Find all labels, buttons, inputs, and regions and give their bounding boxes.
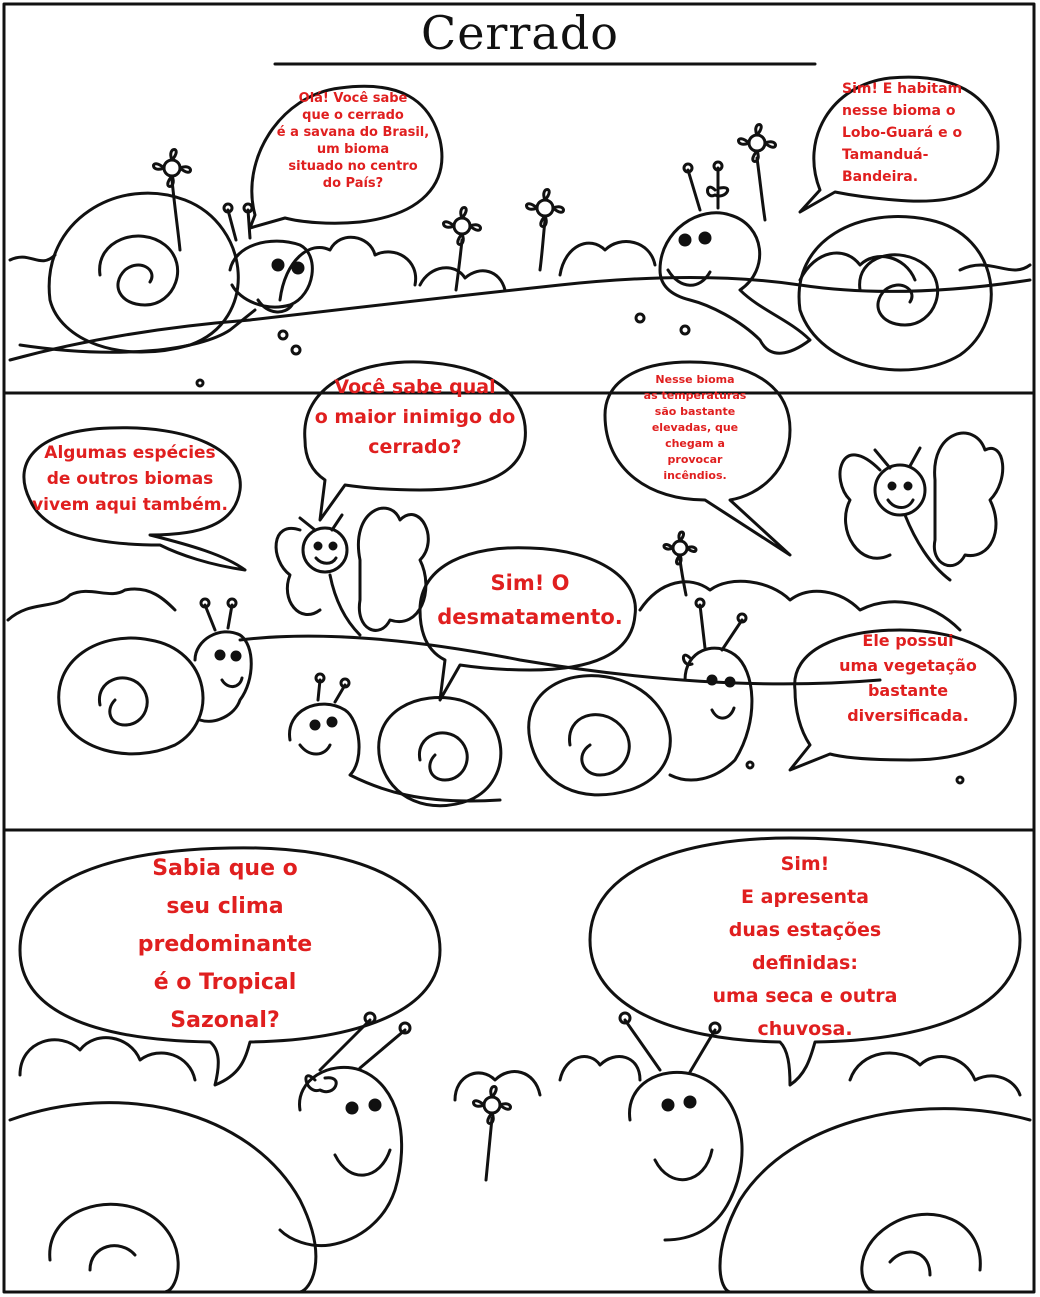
flower-6 xyxy=(474,1087,511,1181)
speech-bubble-other-species: Algumas espécies de outros biomas vivem aqui também. xyxy=(32,443,228,515)
snail-right-panel-1 xyxy=(197,162,991,386)
snail-middle-panel-2 xyxy=(290,674,501,806)
flower-2 xyxy=(444,208,481,291)
speech-bubble-temperatures: Nesse bioma as temperaturas são bastante elevadas, que chegam a provocar incêndios. xyxy=(643,373,747,482)
speech-bubble-climate-question: Sabia que o seu clima predominante é o Tropical Sazonal? xyxy=(137,856,313,1033)
speech-bubble-intro: Olá! Você sabe que o cerrado é a savana do Brasil, um bioma situado no centro do País? xyxy=(276,91,430,191)
snail-right-panel-3 xyxy=(620,1013,1030,1292)
snail-left-panel-3 xyxy=(10,1013,410,1292)
flower-4 xyxy=(739,125,776,221)
speech-bubble-enemy-question: Você sabe qual o maior inimigo do cerrado? xyxy=(314,376,516,458)
speech-bubble-seasons: Sim! E apresenta duas estações definidas: uma seca e outra chuvosa. xyxy=(712,853,898,1040)
snail-left-panel-2 xyxy=(59,599,252,754)
page-title: Cerrado xyxy=(421,6,619,60)
speech-bubble-vegetation: Ele possui uma vegetação bastante diversificada. xyxy=(839,631,977,725)
butterfly-left xyxy=(276,508,428,635)
speech-bubble-deforestation: Sim! O desmatamento. xyxy=(437,571,623,629)
flower-3 xyxy=(527,190,564,271)
speech-bubble-animals: Sim! E habitam nesse bioma o Lobo-Guará e o Tamanduá- Bandeira. xyxy=(842,81,963,185)
butterfly-right xyxy=(840,433,1003,580)
